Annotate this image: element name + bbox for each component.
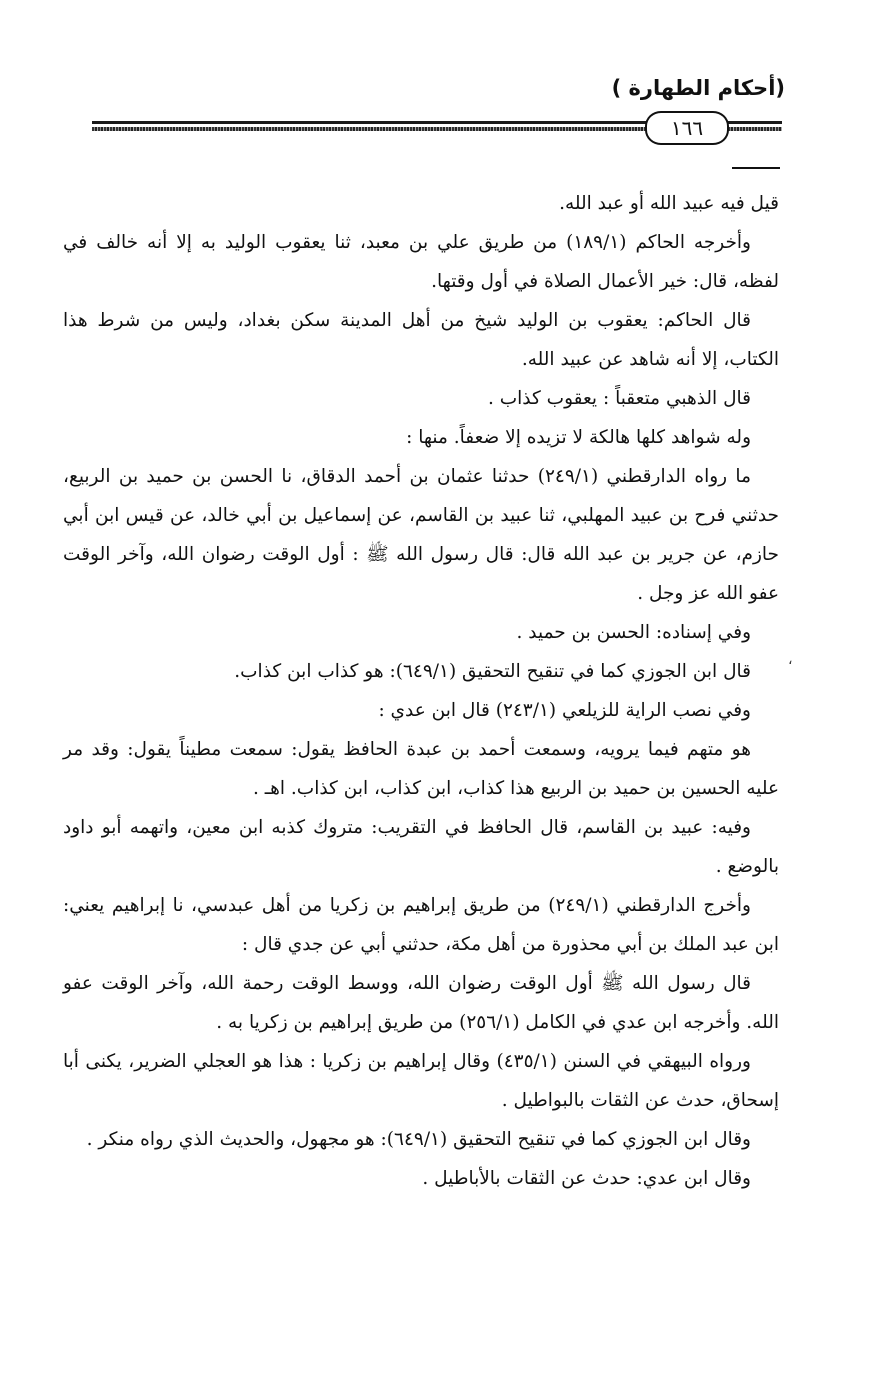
page-number: ١٦٦ xyxy=(645,111,729,145)
paragraph: قال الحاكم: يعقوب بن الوليد شيخ من أهل المدينة سكن بغداد، وليس من شرط هذا الكتاب، إلا أنه شاهد عن عبيد الله. xyxy=(63,310,779,370)
paragraph: وفي إسناده: الحسن بن حميد . xyxy=(516,622,751,643)
paragraph: ما رواه الدارقطني (٢٤٩/١) حدثنا عثمان بن أحمد الدقاق، نا الحسن بن حميد بن الربيع، حدثني فرح بن عبيد المهلبي، ثنا عبيد بن القاسم، عن إسماعيل بن أبي خالد، عن قيس ابن أبي حازم، عن جرير بن عبد الله قال: قال رسول الله ﷺ : أول الوقت رضوان الله، وآخر الوقت عفو الله عز وجل . xyxy=(63,466,779,604)
paragraph: وفي نصب الراية للزيلعي (٢٤٣/١) قال ابن عدي : xyxy=(378,700,751,721)
margin-mark: ، xyxy=(788,652,793,668)
paragraph: قال ابن الجوزي كما في تنقيح التحقيق (٦٤٩/١): هو كذاب ابن كذاب. xyxy=(234,661,751,682)
paragraph: وقال ابن الجوزي كما في تنقيح التحقيق (٦٤٩/١): هو مجهول، والحديث الذي رواه منكر . xyxy=(86,1129,751,1150)
paragraph: وقال ابن عدي: حدث عن الثقات بالأباطيل . xyxy=(422,1168,751,1189)
paragraph: وأخرج الدارقطني (٢٤٩/١) من طريق إبراهيم بن زكريا من أهل عبدسي، نا إبراهيم يعني: ابن عبد الملك بن أبي محذورة من أهل مكة، حدثني أبي عن جدي قال : xyxy=(63,895,779,955)
running-header-title: (أحكام الطهارة ) xyxy=(611,76,785,100)
paragraph: قال رسول الله ﷺ أول الوقت رضوان الله، ووسط الوقت رحمة الله، وآخر الوقت عفو الله. وأخرجه ابن عدي في الكامل (٢٥٦/١) من طريق إبراهيم بن زكريا به . xyxy=(63,973,779,1033)
paragraph: ورواه البيهقي في السنن (٤٣٥/١) وقال إبراهيم بن زكريا : هذا هو العجلي الضرير، يكنى أبا إسحاق، حدث عن الثقات بالبواطيل . xyxy=(63,1051,779,1111)
paragraph: وأخرجه الحاكم (١٨٩/١) من طريق علي بن معبد، ثنا يعقوب الوليد به إلا أنه خالف في لفظه، قال: خير الأعمال الصلاة في أول وقتها. xyxy=(63,232,779,292)
paragraph: وله شواهد كلها هالكة لا تزيده إلا ضعفاً. منها : xyxy=(406,427,751,448)
paragraph: هو متهم فيما يرويه، وسمعت أحمد بن عبدة الحافظ يقول: سمعت مطيناً يقول: وقد مر عليه الحسين بن حميد بن الربيع هذا كذاب، ابن كذاب، ابن كذاب. اهـ . xyxy=(63,739,779,799)
paragraph: وفيه: عبيد بن القاسم، قال الحافظ في التقريب: متروك كذبه ابن معين، واتهمه أبو داود بالوضع . xyxy=(63,817,779,877)
body-text xyxy=(63,184,779,1198)
paragraph: قيل فيه عبيد الله أو عبد الله. xyxy=(559,193,779,214)
paragraph: قال الذهبي متعقباً : يعقوب كذاب . xyxy=(487,388,751,409)
footnote-separator xyxy=(732,167,780,169)
